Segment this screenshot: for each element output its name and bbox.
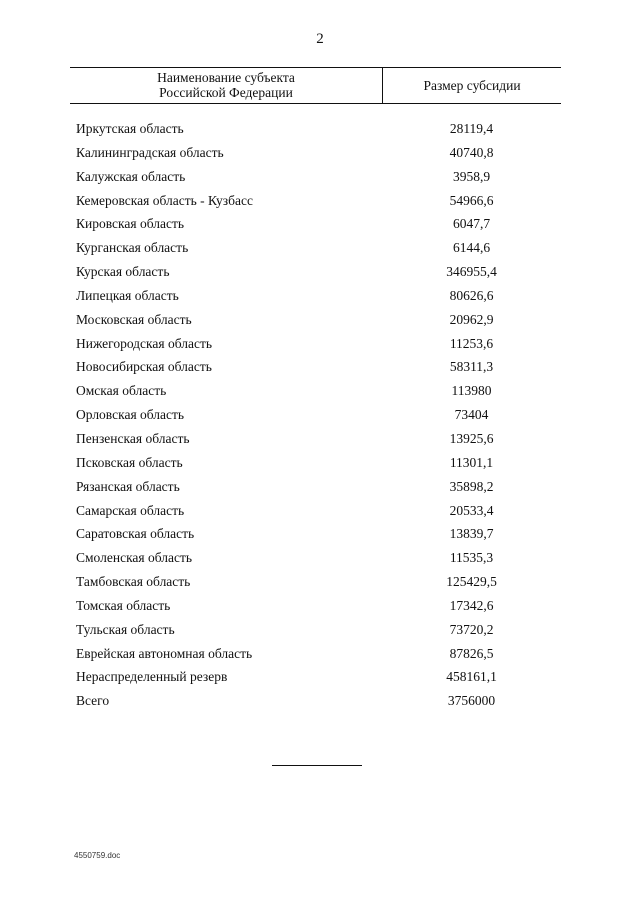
row-subsidy-value: 87826,5	[449, 645, 494, 661]
row-subject-name: Кировская область	[76, 216, 185, 232]
header-subsidy-amount: Размер субсидии	[423, 78, 521, 93]
table-row	[76, 263, 546, 287]
row-subject-name: Самарская область	[76, 502, 185, 518]
page-number: 2	[316, 31, 324, 47]
row-subsidy-value: 6144,6	[452, 240, 491, 256]
row-subject-name: Всего	[76, 693, 110, 709]
row-subject-name: Саратовская область	[76, 526, 195, 542]
row-subsidy-value: 346955,4	[446, 264, 497, 280]
table-row	[76, 144, 546, 168]
row-subsidy-value: 28119,4	[449, 121, 494, 136]
table-row	[76, 621, 546, 645]
row-subject-name: Нераспределенный резерв	[76, 669, 228, 685]
header-subject-name	[70, 70, 382, 100]
row-subject-name: Новосибирская область	[76, 359, 212, 375]
row-subject-name: Иркутская область	[76, 121, 184, 136]
row-subject-name: Курганская область	[76, 240, 189, 256]
table-row	[76, 358, 546, 382]
row-subsidy-value: 58311,3	[449, 359, 494, 375]
table-row	[76, 478, 546, 502]
row-subsidy-value: 73720,2	[449, 621, 494, 637]
table-row	[76, 549, 546, 573]
table-row	[76, 382, 546, 406]
row-subject-name: Московская область	[76, 311, 192, 327]
table-row	[76, 692, 546, 716]
document-id: 4550759.doc	[74, 851, 121, 860]
row-subject-name: Томская область	[76, 597, 171, 613]
row-subject-name: Нижегородская область	[76, 335, 213, 351]
table-row	[76, 645, 546, 669]
row-subsidy-value: 11535,3	[449, 550, 494, 566]
row-subject-name: Липецкая область	[76, 287, 179, 303]
table-row	[76, 430, 546, 454]
row-subsidy-value: 54966,6	[449, 192, 494, 208]
row-subsidy-value: 11253,6	[449, 335, 494, 351]
row-subsidy-value: 458161,1	[446, 669, 497, 685]
table-row	[76, 406, 546, 430]
row-subsidy-value: 80626,6	[449, 287, 494, 303]
row-subject-name: Рязанская область	[76, 478, 180, 494]
row-subject-name: Еврейская автономная область	[76, 645, 253, 661]
table-row	[76, 525, 546, 549]
header-subject-line1: Наименование субъекта	[157, 70, 295, 85]
row-subsidy-value: 35898,2	[449, 478, 494, 494]
row-subject-name: Калужская область	[76, 168, 186, 184]
table-row	[76, 287, 546, 311]
row-subsidy-value: 17342,6	[449, 597, 494, 613]
row-subsidy-value: 125429,5	[446, 574, 497, 590]
row-subject-name: Омская область	[76, 383, 167, 399]
row-subject-name: Орловская область	[76, 407, 185, 423]
row-subsidy-value: 20962,9	[449, 311, 494, 327]
table-row	[76, 573, 546, 597]
row-subsidy-value: 6047,7	[452, 216, 491, 232]
subsidy-table-body	[76, 120, 546, 716]
header-subject-line2: Российской Федерации	[159, 85, 293, 100]
table-row	[76, 120, 546, 144]
row-subject-name: Тульская область	[76, 621, 175, 637]
row-subsidy-value: 3756000	[447, 693, 496, 709]
row-subsidy-value: 73404	[454, 407, 489, 423]
table-row	[76, 668, 546, 692]
table-row	[76, 192, 546, 216]
table-row	[76, 335, 546, 359]
end-of-table-rule	[272, 765, 362, 766]
row-subject-name: Тамбовская область	[76, 574, 191, 590]
row-subject-name: Псковская область	[76, 454, 183, 470]
row-subsidy-value: 13839,7	[449, 526, 494, 542]
row-subsidy-value: 20533,4	[449, 502, 494, 518]
row-subsidy-value: 113980	[451, 383, 492, 399]
row-subsidy-value: 11301,1	[449, 454, 494, 470]
row-subsidy-value: 3958,9	[452, 168, 491, 184]
table-row	[76, 215, 546, 239]
table-row	[76, 502, 546, 526]
row-subject-name: Кемеровская область - Кузбасс	[76, 192, 253, 208]
row-subject-name: Пензенская область	[76, 430, 190, 446]
table-row	[76, 239, 546, 263]
row-subject-name: Калининградская область	[76, 144, 224, 160]
table-row	[76, 454, 546, 478]
row-subject-name: Смоленская область	[76, 550, 193, 566]
row-subsidy-value: 13925,6	[449, 430, 494, 446]
table-row	[76, 597, 546, 621]
table-row	[76, 168, 546, 192]
table-row	[76, 311, 546, 335]
row-subject-name: Курская область	[76, 264, 170, 280]
row-subsidy-value: 40740,8	[449, 144, 494, 160]
table-header	[70, 67, 561, 104]
